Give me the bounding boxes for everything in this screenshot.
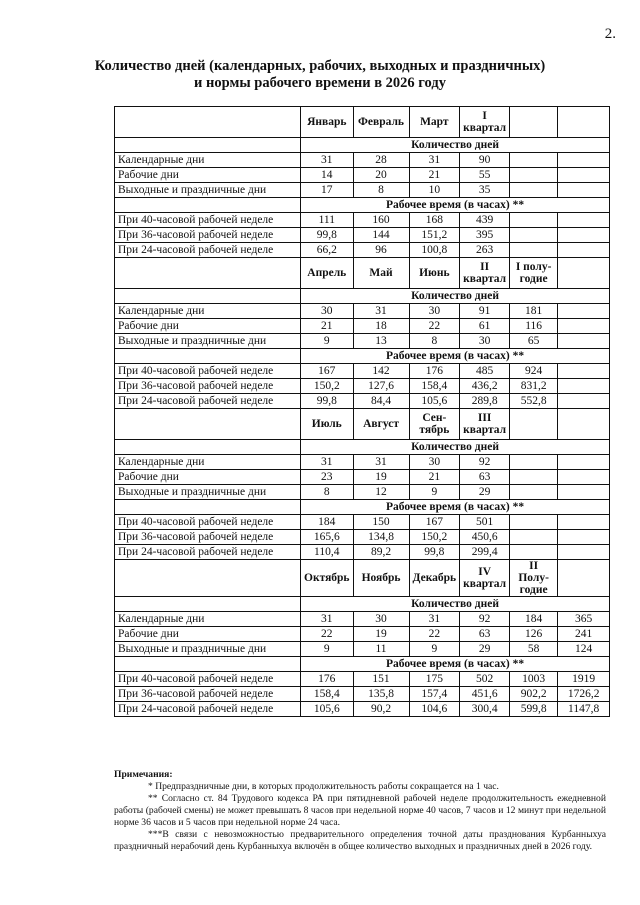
value-cell: 439 — [460, 213, 510, 228]
value-cell: 65 — [510, 334, 558, 349]
value-cell: 176 — [409, 364, 460, 379]
value-cell: 21 — [409, 168, 460, 183]
value-cell — [558, 515, 610, 530]
section-title: Количество дней — [301, 440, 610, 455]
column-header: Август — [353, 409, 409, 440]
column-header: Апрель — [301, 258, 354, 289]
value-cell: 451,6 — [460, 687, 510, 702]
value-cell: 61 — [460, 319, 510, 334]
value-cell: 151 — [353, 672, 409, 687]
section-title: Количество дней — [301, 597, 610, 612]
value-cell — [558, 470, 610, 485]
column-header — [510, 409, 558, 440]
value-cell: 501 — [460, 515, 510, 530]
value-cell: 18 — [353, 319, 409, 334]
value-cell: 181 — [510, 304, 558, 319]
value-cell — [510, 168, 558, 183]
value-cell: 9 — [301, 334, 354, 349]
row-label: При 36-часовой рабочей неделе — [115, 530, 301, 545]
row-label: При 40-часовой рабочей неделе — [115, 515, 301, 530]
value-cell — [510, 515, 558, 530]
value-cell: 1919 — [558, 672, 610, 687]
value-cell — [558, 319, 610, 334]
value-cell: 165,6 — [301, 530, 354, 545]
value-cell: 450,6 — [460, 530, 510, 545]
column-header — [558, 107, 610, 138]
value-cell: 126 — [510, 627, 558, 642]
header-row-q3 — [115, 409, 610, 440]
value-cell: 12 — [353, 485, 409, 500]
value-cell — [558, 228, 610, 243]
value-cell: 105,6 — [301, 702, 354, 717]
value-cell: 157,4 — [409, 687, 460, 702]
value-cell: 241 — [558, 627, 610, 642]
row-label: Календарные дни — [115, 455, 301, 470]
value-cell: 502 — [460, 672, 510, 687]
value-cell: 30 — [353, 612, 409, 627]
table-row-weekend — [115, 642, 610, 657]
table-row-h40 — [115, 672, 610, 687]
value-cell: 1003 — [510, 672, 558, 687]
value-cell: 89,2 — [353, 545, 409, 560]
value-cell: 100,8 — [409, 243, 460, 258]
column-header: Май — [353, 258, 409, 289]
value-cell: 10 — [409, 183, 460, 198]
value-cell: 31 — [301, 612, 354, 627]
section-blank-cell — [115, 289, 301, 304]
row-label: При 24-часовой рабочей неделе — [115, 243, 301, 258]
value-cell: 99,8 — [301, 394, 354, 409]
value-cell: 58 — [510, 642, 558, 657]
value-cell — [510, 545, 558, 560]
value-cell: 167 — [301, 364, 354, 379]
column-header: II квартал — [460, 258, 510, 289]
value-cell: 92 — [460, 455, 510, 470]
title-line-1: Количество дней (календарных, рабочих, выходных и праздничных) — [94, 58, 546, 74]
section-title: Количество дней — [301, 138, 610, 153]
row-label: При 40-часовой рабочей неделе — [115, 364, 301, 379]
table-row-working — [115, 319, 610, 334]
value-cell: 31 — [301, 455, 354, 470]
header-blank-cell — [115, 560, 301, 597]
header-row-q2 — [115, 258, 610, 289]
value-cell: 395 — [460, 228, 510, 243]
row-label: Рабочие дни — [115, 470, 301, 485]
value-cell: 30 — [409, 455, 460, 470]
value-cell — [558, 364, 610, 379]
row-label: При 24-часовой рабочей неделе — [115, 702, 301, 717]
row-label: При 24-часовой рабочей неделе — [115, 545, 301, 560]
table-row-h36 — [115, 530, 610, 545]
value-cell — [558, 545, 610, 560]
value-cell: 299,4 — [460, 545, 510, 560]
column-header: Март — [409, 107, 460, 138]
section-row-days — [115, 597, 610, 612]
row-label: При 40-часовой рабочей неделе — [115, 213, 301, 228]
value-cell: 150,2 — [409, 530, 460, 545]
value-cell — [558, 485, 610, 500]
value-cell — [558, 394, 610, 409]
value-cell: 9 — [409, 642, 460, 657]
value-cell: 96 — [353, 243, 409, 258]
value-cell: 127,6 — [353, 379, 409, 394]
value-cell: 176 — [301, 672, 354, 687]
value-cell: 134,8 — [353, 530, 409, 545]
value-cell — [558, 379, 610, 394]
row-label: Выходные и праздничные дни — [115, 642, 301, 657]
value-cell: 19 — [353, 470, 409, 485]
value-cell — [510, 153, 558, 168]
value-cell: 124 — [558, 642, 610, 657]
value-cell: 66,2 — [301, 243, 354, 258]
row-label: При 24-часовой рабочей неделе — [115, 394, 301, 409]
value-cell: 90 — [460, 153, 510, 168]
value-cell: 8 — [301, 485, 354, 500]
value-cell — [558, 213, 610, 228]
section-title: Рабочее время (в часах) ** — [301, 198, 610, 213]
column-header: Ноябрь — [353, 560, 409, 597]
value-cell: 9 — [301, 642, 354, 657]
value-cell: 924 — [510, 364, 558, 379]
title-line-2: и нормы рабочего времени в 2026 году — [194, 75, 446, 91]
header-row-q4 — [115, 560, 610, 597]
row-label: Рабочие дни — [115, 627, 301, 642]
table-row-working — [115, 168, 610, 183]
value-cell: 150 — [353, 515, 409, 530]
section-blank-cell — [115, 440, 301, 455]
row-label: При 40-часовой рабочей неделе — [115, 672, 301, 687]
header-blank-cell — [115, 107, 301, 138]
value-cell: 552,8 — [510, 394, 558, 409]
value-cell: 184 — [510, 612, 558, 627]
value-cell: 160 — [353, 213, 409, 228]
value-cell: 168 — [409, 213, 460, 228]
section-row-days — [115, 289, 610, 304]
value-cell: 31 — [353, 455, 409, 470]
value-cell: 104,6 — [409, 702, 460, 717]
value-cell — [510, 183, 558, 198]
value-cell: 1147,8 — [558, 702, 610, 717]
row-label: При 36-часовой рабочей неделе — [115, 687, 301, 702]
note-1: * Предпраздничные дни, в которых продолжительность работы сокращается на 1 час. — [148, 781, 499, 792]
table-row-h40 — [115, 364, 610, 379]
column-header: Июнь — [409, 258, 460, 289]
value-cell: 105,6 — [409, 394, 460, 409]
value-cell: 14 — [301, 168, 354, 183]
page-number: 2. — [604, 26, 616, 42]
table-row-h24 — [115, 243, 610, 258]
value-cell: 289,8 — [460, 394, 510, 409]
column-header: Сен-тябрь — [409, 409, 460, 440]
value-cell — [558, 153, 610, 168]
note-2: ** Согласно ст. 84 Трудового кодекса РА при пятидневной рабочей неделе продолжительность ежедневной работы (рабочей смены) не может превышать 8 часов при недельной норме 40 часов, 7 часов и 12 минут при недельной норме 36 часов и 5 часов при недельной норме 24 часа. — [114, 793, 606, 828]
value-cell: 599,8 — [510, 702, 558, 717]
row-label: При 36-часовой рабочей неделе — [115, 379, 301, 394]
page-title — [0, 58, 640, 92]
section-blank-cell — [115, 198, 301, 213]
value-cell: 21 — [409, 470, 460, 485]
value-cell — [510, 485, 558, 500]
value-cell: 485 — [460, 364, 510, 379]
column-header — [558, 258, 610, 289]
section-title: Рабочее время (в часах) ** — [301, 349, 610, 364]
value-cell: 13 — [353, 334, 409, 349]
value-cell — [510, 228, 558, 243]
value-cell: 31 — [353, 304, 409, 319]
row-label: Выходные и праздничные дни — [115, 485, 301, 500]
value-cell: 22 — [409, 319, 460, 334]
value-cell: 31 — [409, 153, 460, 168]
header-blank-cell — [115, 409, 301, 440]
value-cell: 99,8 — [409, 545, 460, 560]
table-row-h40 — [115, 515, 610, 530]
value-cell: 21 — [301, 319, 354, 334]
value-cell: 31 — [409, 612, 460, 627]
value-cell: 1726,2 — [558, 687, 610, 702]
section-blank-cell — [115, 657, 301, 672]
section-row-days — [115, 138, 610, 153]
row-label: Выходные и праздничные дни — [115, 334, 301, 349]
value-cell: 263 — [460, 243, 510, 258]
column-header: Январь — [301, 107, 354, 138]
row-label: Рабочие дни — [115, 168, 301, 183]
value-cell: 902,2 — [510, 687, 558, 702]
value-cell: 365 — [558, 612, 610, 627]
table-row-working — [115, 627, 610, 642]
value-cell: 300,4 — [460, 702, 510, 717]
value-cell: 151,2 — [409, 228, 460, 243]
value-cell: 30 — [409, 304, 460, 319]
column-header: Декабрь — [409, 560, 460, 597]
value-cell: 11 — [353, 642, 409, 657]
value-cell — [558, 530, 610, 545]
value-cell: 142 — [353, 364, 409, 379]
value-cell: 91 — [460, 304, 510, 319]
value-cell: 35 — [460, 183, 510, 198]
value-cell: 110,4 — [301, 545, 354, 560]
column-header: II Полу-годие — [510, 560, 558, 597]
value-cell — [558, 455, 610, 470]
section-blank-cell — [115, 138, 301, 153]
header-blank-cell — [115, 258, 301, 289]
value-cell: 135,8 — [353, 687, 409, 702]
table-row-h40 — [115, 213, 610, 228]
section-row-hours — [115, 500, 610, 515]
value-cell: 22 — [301, 627, 354, 642]
value-cell: 150,2 — [301, 379, 354, 394]
value-cell — [510, 455, 558, 470]
section-row-days — [115, 440, 610, 455]
column-header: I квартал — [460, 107, 510, 138]
value-cell — [558, 304, 610, 319]
value-cell: 29 — [460, 485, 510, 500]
value-cell: 84,4 — [353, 394, 409, 409]
value-cell — [558, 334, 610, 349]
value-cell: 116 — [510, 319, 558, 334]
value-cell: 22 — [409, 627, 460, 642]
table-row-h24 — [115, 545, 610, 560]
value-cell: 55 — [460, 168, 510, 183]
value-cell: 9 — [409, 485, 460, 500]
value-cell: 184 — [301, 515, 354, 530]
value-cell: 19 — [353, 627, 409, 642]
section-blank-cell — [115, 349, 301, 364]
value-cell: 8 — [353, 183, 409, 198]
table-row-h36 — [115, 379, 610, 394]
table-row-calendar — [115, 455, 610, 470]
value-cell: 158,4 — [301, 687, 354, 702]
value-cell: 31 — [301, 153, 354, 168]
section-row-hours — [115, 349, 610, 364]
section-blank-cell — [115, 597, 301, 612]
section-title: Рабочее время (в часах) ** — [301, 657, 610, 672]
table-row-h24 — [115, 702, 610, 717]
column-header: IV квартал — [460, 560, 510, 597]
section-row-hours — [115, 198, 610, 213]
notes-title: Примечания: — [114, 769, 173, 780]
row-label: Календарные дни — [115, 304, 301, 319]
value-cell — [510, 530, 558, 545]
row-label: При 36-часовой рабочей неделе — [115, 228, 301, 243]
table-row-weekend — [115, 334, 610, 349]
value-cell: 23 — [301, 470, 354, 485]
value-cell: 90,2 — [353, 702, 409, 717]
column-header: III квартал — [460, 409, 510, 440]
value-cell: 30 — [301, 304, 354, 319]
value-cell — [558, 243, 610, 258]
section-title: Рабочее время (в часах) ** — [301, 500, 610, 515]
value-cell: 63 — [460, 470, 510, 485]
value-cell — [558, 183, 610, 198]
value-cell: 175 — [409, 672, 460, 687]
table-row-calendar — [115, 612, 610, 627]
notes — [114, 769, 606, 853]
value-cell: 17 — [301, 183, 354, 198]
value-cell: 92 — [460, 612, 510, 627]
table-row-weekend — [115, 485, 610, 500]
table-row-calendar — [115, 153, 610, 168]
table-row-h36 — [115, 687, 610, 702]
calendar-table — [114, 106, 610, 717]
value-cell: 30 — [460, 334, 510, 349]
value-cell: 111 — [301, 213, 354, 228]
value-cell: 20 — [353, 168, 409, 183]
value-cell — [558, 168, 610, 183]
value-cell: 28 — [353, 153, 409, 168]
value-cell: 167 — [409, 515, 460, 530]
table-row-weekend — [115, 183, 610, 198]
note-3: ***В связи с невозможностью предварительного определения точной даты празднования Курбанныхуа праздничный нерабочий день Курбанныхуа включён в общее количество выходных и праздничных дней в 2026 году. — [114, 829, 606, 852]
value-cell: 99,8 — [301, 228, 354, 243]
column-header: Октябрь — [301, 560, 354, 597]
value-cell: 831,2 — [510, 379, 558, 394]
value-cell — [510, 213, 558, 228]
section-blank-cell — [115, 500, 301, 515]
table-row-h24 — [115, 394, 610, 409]
column-header: Февраль — [353, 107, 409, 138]
column-header — [558, 560, 610, 597]
value-cell — [510, 243, 558, 258]
table-row-h36 — [115, 228, 610, 243]
row-label: Рабочие дни — [115, 319, 301, 334]
column-header: Июль — [301, 409, 354, 440]
value-cell: 63 — [460, 627, 510, 642]
value-cell: 158,4 — [409, 379, 460, 394]
section-title: Количество дней — [301, 289, 610, 304]
value-cell: 29 — [460, 642, 510, 657]
column-header: I полу-годие — [510, 258, 558, 289]
row-label: Календарные дни — [115, 153, 301, 168]
header-row-q1 — [115, 107, 610, 138]
row-label: Календарные дни — [115, 612, 301, 627]
value-cell — [510, 470, 558, 485]
value-cell: 436,2 — [460, 379, 510, 394]
value-cell: 8 — [409, 334, 460, 349]
column-header — [510, 107, 558, 138]
value-cell: 144 — [353, 228, 409, 243]
row-label: Выходные и праздничные дни — [115, 183, 301, 198]
section-row-hours — [115, 657, 610, 672]
column-header — [558, 409, 610, 440]
table-row-working — [115, 470, 610, 485]
table-row-calendar — [115, 304, 610, 319]
